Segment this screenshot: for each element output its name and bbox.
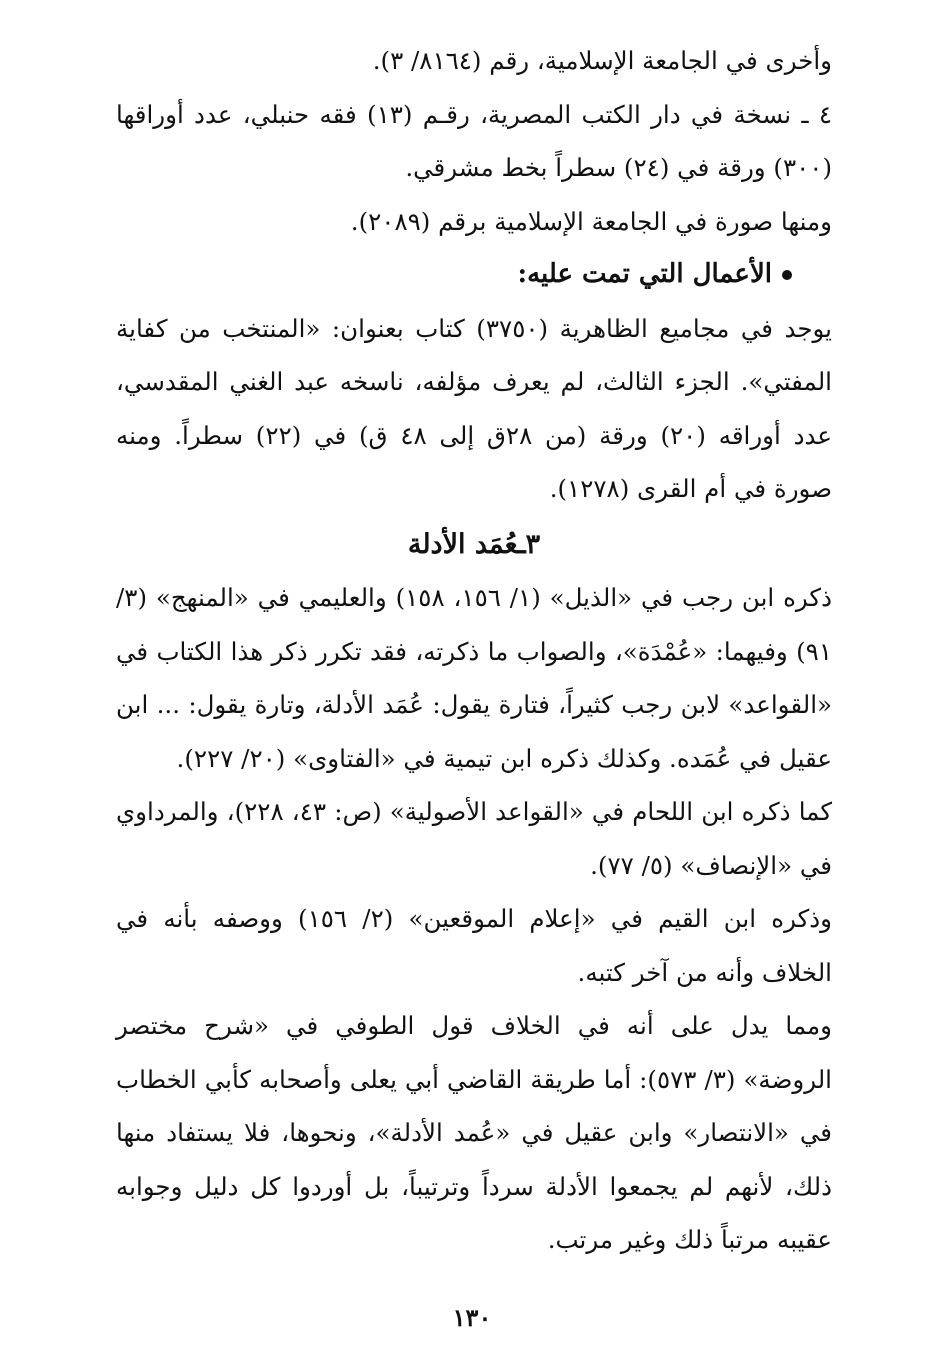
paragraph-works: يوجد في مجاميع الظاهرية (٣٧٥٠) كتاب بعنوان: «المنتخب من كفاية المفتي». الجزء الثالث، لم يعرف مؤلفه، ناسخه عبد الغني المقدسي، عدد أوراقه (٢٠) ورقة (من ٢٨ق إلى ٤٨ ق) في (٢٢) سطراً. ومنه صورة في أم القرى (١٢٧٨). xyxy=(116,313,832,503)
paragraph-image-copy: ومنها صورة في الجامعة الإسلامية برقم (٢٠٨٩). xyxy=(350,206,832,236)
paragraph-ibn-qayyim: وذكره ابن القيم في «إعلام الموقعين» (٢/ ١٥٦) ووصفه بأنه في الخلاف وأنه من آخر كتبه. xyxy=(116,904,832,987)
paragraph-other-copy: وأخرى في الجامعة الإسلامية، رقم (٨١٦٤/ ٣). xyxy=(372,46,832,75)
page-number: ١٣٠ xyxy=(452,1303,492,1332)
paragraph-egyptian-copy: ٤ ـ نسخة في دار الكتب المصرية، رقـم (١٣) فقه حنبلي، عدد أوراقها (٣٠٠) ورقة في (٢٤) سطراً بخط مشرقي. xyxy=(116,99,832,182)
paragraph-ibn-lahham: كما ذكره ابن اللحام في «القواعد الأصولية» (ص: ٤٣، ٢٢٨)، والمرداوي في «الإنصاف» (٥/ ٧٧). xyxy=(116,797,833,880)
works-heading-text: الأعمال التي تمت عليه: xyxy=(517,259,772,289)
paragraph-tufi: ومما يدل على أنه في الخلاف قول الطوفي في «شرح مختصر الروضة» (٣/ ٥٧٣): أما طريقة القاضي أبي يعلى وأصحابه كأبي الخطاب في «الانتصار» وابن عقيل في «عُمد الأدلة»، ونحوها، فلا يستفاد منها ذلك، لأنهم لم يجمعوا الأدلة سرداً وترتيباً، بل أوردوا كل دليل وجوابه عقيبه مرتباً ذلك وغير مرتب. xyxy=(116,1011,832,1254)
section-title: ٣ـعُمَد الأدلة xyxy=(407,528,541,560)
works-heading xyxy=(116,248,832,302)
bullet-icon xyxy=(782,270,792,280)
paragraph-ibn-rajab: ذكره ابن رجب في «الذيل» (١/ ١٥٦، ١٥٨) والعليمي في «المنهج» (٣/ ٩١) وفيهما: «عُمْدَة»، والصواب ما ذكرته، فقد تكرر ذكر هذا الكتاب في «القواعد» لابن رجب كثيراً، فتارة يقول: عُمَد الأدلة، وتارة يقول: ... ابن عقيل في عُمَده. وكذلك ذكره ابن تيمية في «الفتاوى» (٢٠/ ٢٢٧). xyxy=(116,583,833,773)
